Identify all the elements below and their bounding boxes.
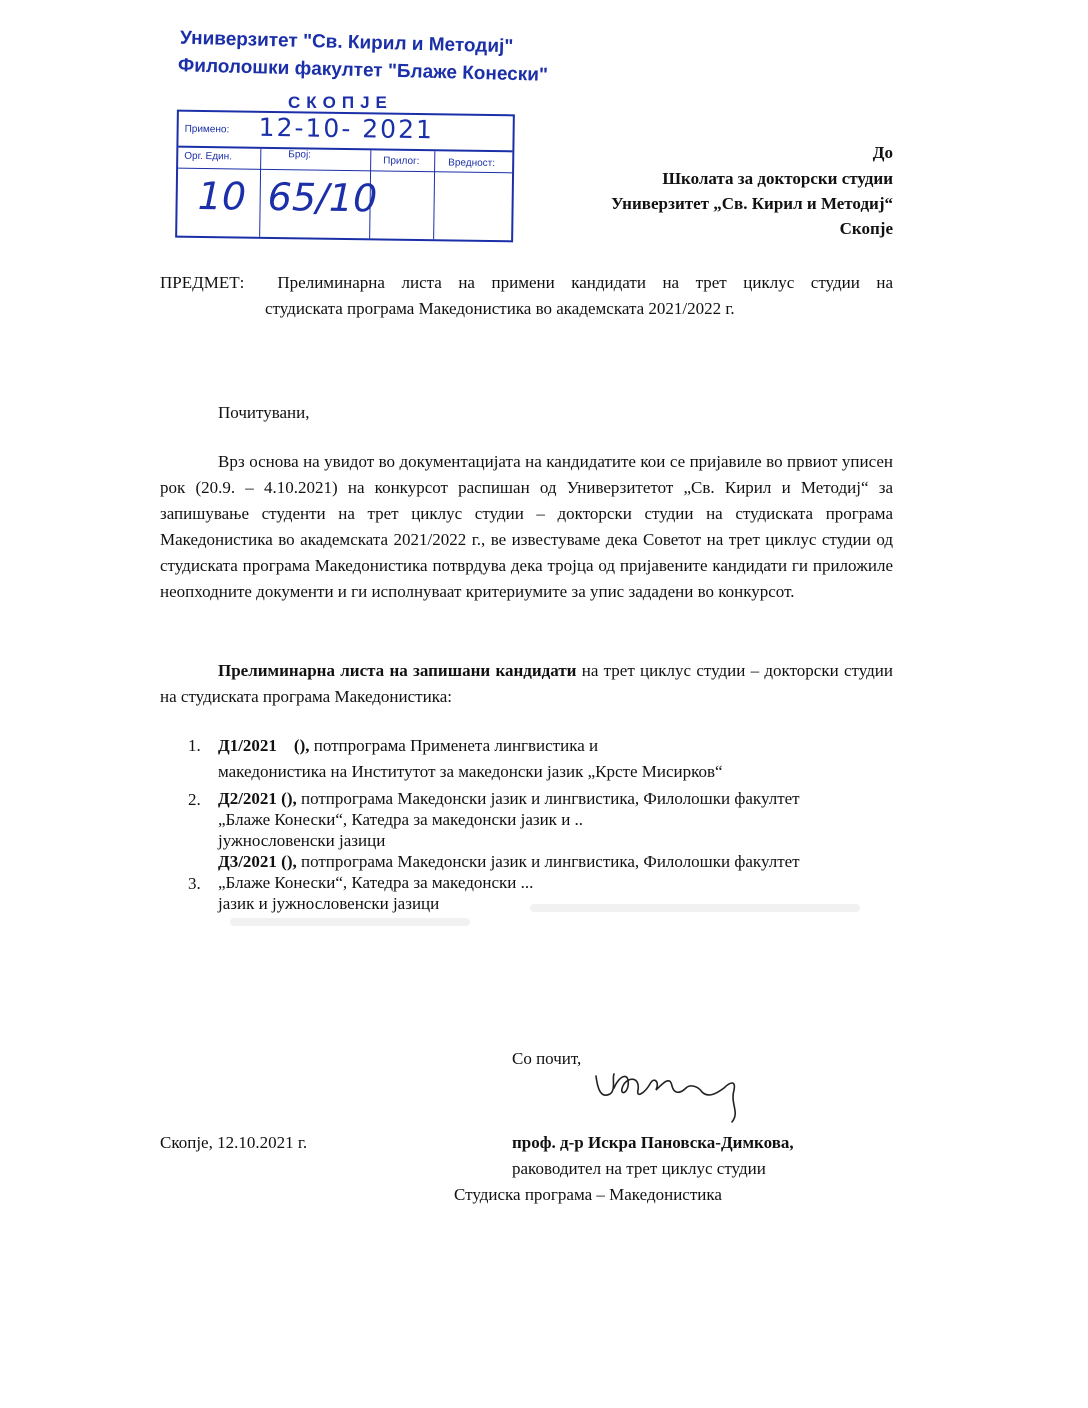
candidate-paren: (), xyxy=(281,852,297,871)
signatory-role: раководител на трет циклус студии xyxy=(512,1159,766,1178)
list-item-line2: македонистика на Институтот за македонски јазик „Крсте Мисирков“ xyxy=(218,762,723,781)
candidate-code: Д2/2021 xyxy=(218,789,277,808)
greeting: Почитувани, xyxy=(218,403,310,422)
subject-text-line1: Прелиминарна листа на примени кандидати на трет циклус студии на xyxy=(277,273,893,292)
stamp-received-row xyxy=(178,112,512,153)
signatory-name: проф. д-р Искра Пановска-Димкова, xyxy=(512,1133,794,1152)
candidate-code: Д3/2021 xyxy=(218,852,277,871)
stamp-registry-box xyxy=(175,110,515,243)
list-item-line3: јужнословенски јазици xyxy=(218,831,386,850)
registry-stamp xyxy=(168,20,549,225)
stamp-org-unit-label: Орг. Един. xyxy=(184,150,233,163)
place-date: Скопје, 12.10.2021 г. xyxy=(160,1133,308,1152)
addressee-to: До xyxy=(872,143,893,162)
list-item-line1: потпрограма Применета лингвистика и xyxy=(309,736,599,755)
subject-label: ПРЕДМЕТ: xyxy=(160,273,245,292)
body-paragraph: Врз основа на увидот во документацијата на кандидатите кои се пријавиле во првиот уписен рок (20.9. – 4.10.2021) на конкурсот распишан од Универзитетот „Св. Кирил и Методиј“ за запишување студенти на трет циклус студии – докторски студии на студиската програма Македонистика во академската 2021/2022 г., ве известуваме дека Советот на трет циклус студии од студиската програма Македонистика потврдува дека тројца од пријавените кандидати ги приложиле неопходните документи и ги исполнуваат критериумите за упис зададени во конкурсот. xyxy=(160,452,893,601)
stamp-header-row xyxy=(178,148,512,174)
stamp-org-unit-value: 10 xyxy=(197,173,247,219)
stamp-divider xyxy=(433,151,435,239)
candidate-paren: (), xyxy=(281,789,297,808)
candidate-paren: (), xyxy=(293,736,310,755)
list-item-line1: потпрограма Македонски јазик и лингвистика, Филолошки факултет xyxy=(296,852,800,871)
stamp-number-label: Број: xyxy=(288,149,312,161)
redaction-residue xyxy=(230,900,880,940)
list-item-number: 3. xyxy=(188,874,201,893)
subject-text-line2: студиската програма Македонистика во академската 2021/2022 г. xyxy=(265,299,735,318)
closing: Со почит, xyxy=(512,1049,582,1068)
list-item-line1: потпрограма Македонски јазик и лингвистика, Филолошки факултет xyxy=(296,789,800,808)
list-intro-rest: на трет циклус студии – докторски студии на студиската програма Македонистика: xyxy=(160,661,893,706)
addressee-city: Скопје xyxy=(839,219,893,238)
stamp-city: СКОПЈЕ xyxy=(288,93,393,112)
stamp-received-label: Примено: xyxy=(184,123,230,136)
stamp-received-date: 12-10- 2021 xyxy=(258,112,435,145)
stamp-faculty-name: Филолошки факултет "Блаже Конески" xyxy=(177,55,549,86)
list-item-line3: јазик и јужнословенски јазици xyxy=(218,894,440,913)
list-intro-bold: Прелиминарна листа на запишани кандидати xyxy=(218,661,577,680)
addressee-school: Школата за докторски студии xyxy=(662,169,893,188)
candidate-code: Д1/2021 xyxy=(218,736,277,755)
stamp-value-label: Вредност: xyxy=(448,157,496,170)
list-item-number: 2. xyxy=(188,790,201,809)
list-item-line2: „Блаже Конески“, Катедра за македонски ... xyxy=(218,873,534,892)
subject-block xyxy=(160,270,893,322)
stamp-number-value: 65/10 xyxy=(267,174,378,221)
stamp-university-name: Универзитет "Св. Кирил и Методиј" xyxy=(179,27,514,58)
signatory-program: Студиска програма – Македонистика xyxy=(454,1185,722,1204)
list-item-number: 1. xyxy=(188,736,201,755)
signature xyxy=(590,1064,750,1126)
stamp-attachment-label: Прилог: xyxy=(383,155,420,168)
stamp-divider xyxy=(259,149,261,237)
list-item-line2: „Блаже Конески“, Катедра за македонски јазик и .. xyxy=(218,810,584,829)
addressee-university: Универзитет „Св. Кирил и Методиј“ xyxy=(611,194,893,213)
list-intro-paragraph xyxy=(160,658,893,710)
